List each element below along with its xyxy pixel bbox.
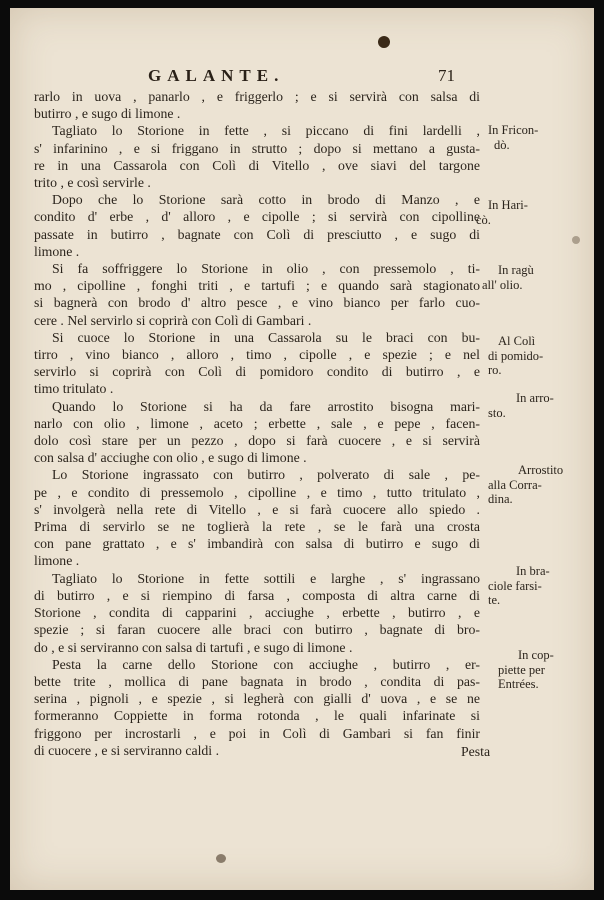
catchword: Pesta bbox=[461, 744, 491, 759]
margin-note-line: ciole farsi- bbox=[488, 578, 542, 593]
margin-note-line: In cop- bbox=[518, 648, 554, 662]
text-line: timo tritulato . bbox=[34, 381, 114, 397]
text-line: passate in butirro , bagnate con Colì di presciutto , e sugo di bbox=[34, 226, 480, 242]
text-line: limone . bbox=[34, 553, 80, 569]
margin-note-line: In Hari- bbox=[488, 198, 528, 212]
margin-note-line: cò. bbox=[476, 212, 491, 227]
margin-note-line: dina. bbox=[488, 492, 513, 506]
paragraph bbox=[34, 191, 480, 260]
text-line: con pane grattato , e s' imbandirà con salsa di butirro e sugo di bbox=[34, 536, 480, 552]
text-line: s' involgerà nella rete di Vitello , e si farà cuocere allo spiedo . bbox=[34, 501, 480, 517]
text-line: Dopo che lo Storione sarà cotto in brodo di Manzo , e bbox=[52, 192, 480, 208]
margin-note-line: In ragù bbox=[498, 263, 534, 277]
page-number: 71 bbox=[438, 66, 455, 85]
text-line: mo , cipolline , fonghi triti , e tartufi ; e quando sarà stagionato bbox=[34, 278, 480, 294]
page-header bbox=[10, 66, 594, 90]
text-line: pe , e condito di pressemolo , cipolline , e timo , tutto tritulato , bbox=[34, 484, 480, 500]
text-line: servirlo si coprirà con Colì di pomidoro condito di butirro , e bbox=[34, 364, 480, 380]
text-line: bette trite , mollica di pane bagnata in brodo , condita di pas- bbox=[34, 673, 480, 689]
margin-note bbox=[482, 263, 583, 292]
text-line: friggono per incrostarli , e poi in Colì di Gambari si fan finir bbox=[34, 725, 480, 741]
text-line: butirro , e sugo di limone . bbox=[34, 106, 181, 122]
text-line: Pesta la carne dello Storione con acciughe , butirro , er- bbox=[52, 656, 480, 672]
text-line: con salsa d' acciughe con olio , e sugo di limone . bbox=[34, 450, 307, 466]
margin-note bbox=[488, 391, 583, 420]
margin-note-line: In arro- bbox=[516, 391, 554, 405]
margin-note-line: Al Colì bbox=[498, 334, 536, 348]
text-line: Tagliato lo Storione in fette sottili e larghe , s' ingrassano bbox=[52, 570, 480, 586]
margin-note-line: sto. bbox=[488, 405, 506, 420]
text-line: limone . bbox=[34, 243, 80, 259]
text-line: di butirro , e si riempino di farsa , composta di altra carne di bbox=[34, 587, 480, 603]
text-line: si bagnerà con brodo d' altro pesce , e vino bianco per farlo cuo- bbox=[34, 295, 480, 311]
paragraph bbox=[34, 122, 480, 191]
text-line: condito d' erbe , d' alloro , e cipolle ; si servirà con cipolline bbox=[34, 209, 480, 225]
text-line: tirro , vino bianco , alloro , timo , cipolle , e spezie ; e nel bbox=[34, 347, 480, 363]
text-line: do , e si serviranno con salsa di tartufi , e sugo di limone . bbox=[34, 639, 353, 655]
text-line: narlo con olio , limone , aceto ; erbette , sale , e pepe , facen- bbox=[34, 415, 480, 431]
margin-note bbox=[476, 198, 583, 227]
margin-note-line: di pomido- bbox=[488, 348, 544, 363]
text-line: serina , pignoli , e spezie , si legherà con gialli d' uova , e se ne bbox=[34, 691, 480, 707]
text-line: cere . Nel servirlo si coprirà con Colì di Gambari . bbox=[34, 312, 312, 328]
paragraph bbox=[34, 570, 480, 656]
text-line: di cuocere , e si serviranno caldi . bbox=[34, 742, 220, 758]
paragraph bbox=[34, 656, 480, 759]
margin-note-line: alla Corra- bbox=[488, 477, 542, 492]
margin-note bbox=[488, 564, 583, 608]
margin-note-line: all' olio. bbox=[482, 277, 523, 292]
stain-spot bbox=[572, 236, 580, 244]
book-page bbox=[10, 8, 594, 890]
running-title: GALANTE. bbox=[148, 66, 285, 85]
text-line: Si cuoce lo Storione in una Cassarola su le braci con bu- bbox=[52, 329, 480, 345]
paragraph bbox=[34, 88, 480, 122]
margin-note-line: ro. bbox=[488, 363, 502, 377]
margin-note bbox=[488, 123, 583, 152]
text-line: Quando lo Storione si ha da fare arrostito bisogna mari- bbox=[52, 398, 480, 414]
margin-note-line: In Fricon- bbox=[488, 123, 539, 137]
margin-note-line: Entrées. bbox=[498, 677, 539, 691]
margin-note-line: piette per bbox=[498, 662, 545, 677]
paragraph bbox=[34, 329, 480, 398]
text-line: Lo Storione ingrassato con butirro , polverato di sale , pe- bbox=[52, 467, 480, 483]
text-line: trito , e così servirle . bbox=[34, 175, 151, 191]
margin-note-line: te. bbox=[488, 593, 501, 607]
text-line: re in una Cassarola con Colì di Vitello , ove siavi del targone bbox=[34, 157, 480, 173]
text-line: Si fa soffriggere lo Storione in olio , con pressemolo , ti- bbox=[52, 261, 480, 277]
margin-note-line: In bra- bbox=[516, 564, 550, 578]
paragraph bbox=[34, 260, 480, 329]
margin-note bbox=[488, 648, 583, 692]
margin-note-line: dò. bbox=[494, 137, 510, 152]
text-line: rarlo in uova , panarlo , e friggerlo ; e si servirà con salsa di bbox=[34, 89, 480, 104]
text-line: s' infarinino , e si friggano in strutto ; dopo si mettano a gusta- bbox=[34, 140, 480, 156]
stain-spot bbox=[216, 854, 226, 863]
text-line: spezie ; si faran cuocere alle braci con butirro , bagnate di bro- bbox=[34, 622, 480, 638]
ink-spot bbox=[378, 36, 390, 48]
margin-note bbox=[488, 463, 583, 507]
text-line: Storione , condita di capparini , acciughe , erbette , butirro , e bbox=[34, 605, 480, 621]
paragraph bbox=[34, 466, 480, 569]
paragraph bbox=[34, 398, 480, 467]
text-line: Tagliato lo Storione in fette , si piccano di fini lardelli , bbox=[52, 123, 480, 139]
text-line: formeranno Coppiette in forma rotonda , le quali infarinate si bbox=[34, 708, 480, 724]
text-line: Prima di servirlo se ne toglierà la rete , se le farà una crosta bbox=[34, 519, 480, 535]
margin-note-line: Arrostito bbox=[518, 463, 564, 477]
text-line: dolo così stare per un pezzo , dopo si farà cuocere , e si servirà bbox=[34, 433, 480, 449]
main-text bbox=[34, 88, 480, 759]
margin-note bbox=[488, 334, 583, 378]
